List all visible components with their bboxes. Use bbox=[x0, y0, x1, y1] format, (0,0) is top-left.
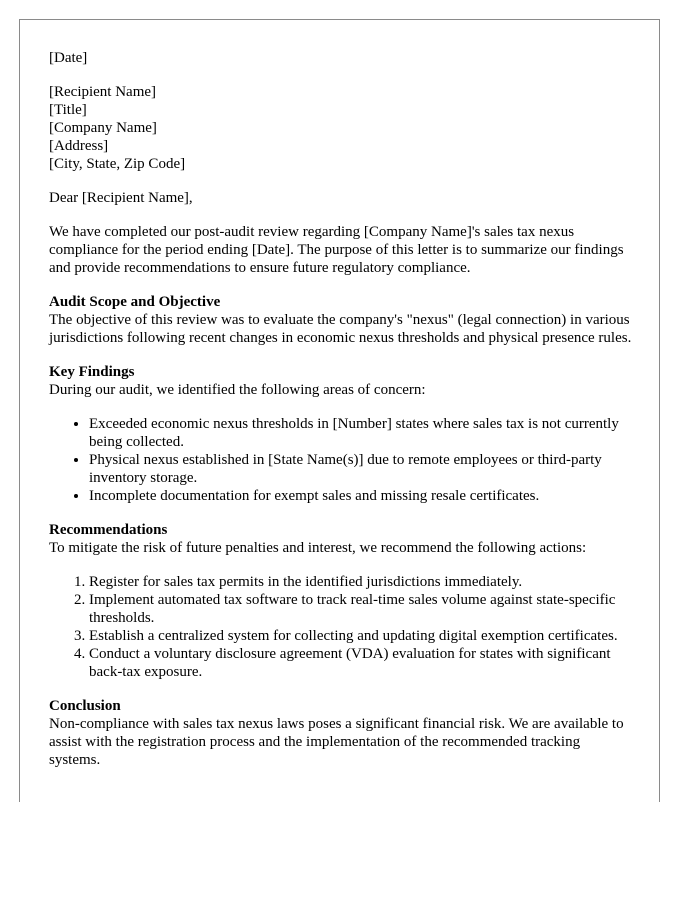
recipient-address: [Address] bbox=[49, 138, 109, 154]
scope-heading: Audit Scope and Objective bbox=[49, 294, 221, 310]
recipient-company: [Company Name] bbox=[49, 120, 157, 136]
letter-page bbox=[19, 19, 660, 802]
salutation: Dear [Recipient Name], bbox=[49, 190, 193, 206]
scope-text: The objective of this review was to evaluate the company's "nexus" (legal connection) in various jurisdictions following recent changes in economic nexus thresholds and physical presence rules. bbox=[49, 312, 632, 346]
scope-section bbox=[49, 293, 634, 347]
letter-date: [Date] bbox=[49, 50, 88, 66]
recommendations-section bbox=[49, 521, 634, 681]
recommendation-item: 2. Implement automated tax software to track real-time sales volume against state-specific thresholds. bbox=[89, 591, 634, 627]
findings-section bbox=[49, 363, 634, 505]
findings-intro: During our audit, we identified the following areas of concern: bbox=[49, 382, 426, 398]
recommendations-intro: To mitigate the risk of future penalties and interest, we recommend the following actions: bbox=[49, 540, 587, 556]
letter-content bbox=[49, 49, 634, 785]
conclusion-section bbox=[49, 697, 634, 769]
recommendation-item: 1. Register for sales tax permits in the identified jurisdictions immediately. bbox=[89, 573, 634, 591]
conclusion-text: Non-compliance with sales tax nexus laws poses a significant financial risk. We are available to assist with the registration process and the implementation of the recommended tracking systems. bbox=[49, 716, 624, 768]
finding-item: • Exceeded economic nexus thresholds in [Number] states where sales tax is not currently being collected. bbox=[89, 415, 634, 451]
findings-list bbox=[49, 415, 634, 505]
recipient-address-block bbox=[49, 83, 634, 173]
finding-item: • Physical nexus established in [State Name(s)] due to remote employees or third-party inventory storage. bbox=[89, 451, 634, 487]
recommendations-list bbox=[49, 573, 634, 681]
recipient-title: [Title] bbox=[49, 102, 87, 118]
recipient-name: [Recipient Name] bbox=[49, 84, 157, 100]
recommendation-item: 4. Conduct a voluntary disclosure agreement (VDA) evaluation for states with significant back-tax exposure. bbox=[89, 645, 634, 681]
conclusion-heading: Conclusion bbox=[49, 698, 121, 714]
intro-paragraph: We have completed our post-audit review regarding [Company Name]'s sales tax nexus compliance for the period ending [Date]. The purpose of this letter is to summarize our findings and provide recommendations to ensure future regulatory compliance. bbox=[49, 224, 624, 276]
finding-item: • Incomplete documentation for exempt sales and missing resale certificates. bbox=[89, 487, 634, 505]
findings-heading: Key Findings bbox=[49, 364, 135, 380]
recommendation-item: 3. Establish a centralized system for collecting and updating digital exemption certificates. bbox=[89, 627, 634, 645]
recommendations-heading: Recommendations bbox=[49, 522, 168, 538]
recipient-city-state-zip: [City, State, Zip Code] bbox=[49, 156, 186, 172]
